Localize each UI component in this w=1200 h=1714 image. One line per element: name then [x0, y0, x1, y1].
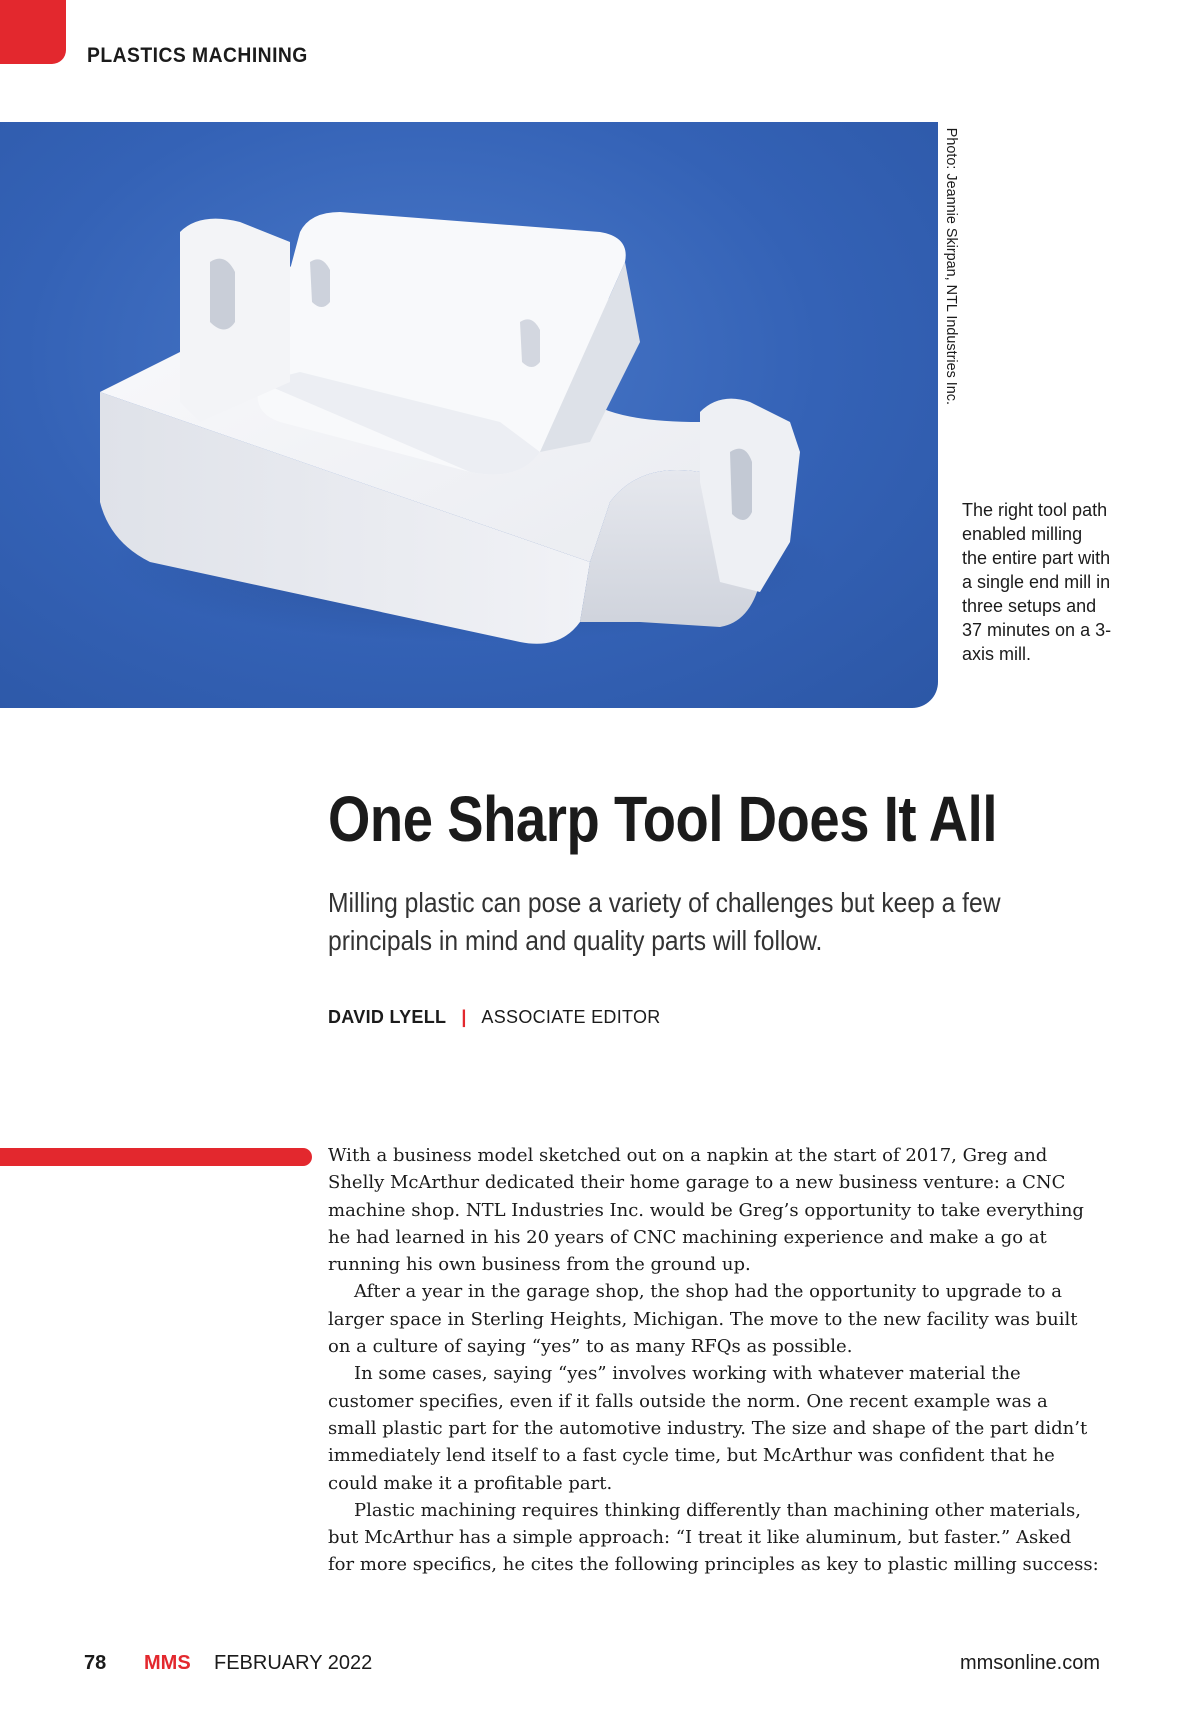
body-paragraph: With a business model sketched out on a napkin at the start of 2017, Greg and Shelly McArthur dedicated their home garage to a new business venture: a CNC machine shop. NTL Industries Inc. would be Greg’s opportunity to take everything he had learned in his 20 years of CNC machining experience and make a go at running his own business from the ground up. — [328, 1145, 1084, 1276]
white-plastic-part-illustration — [0, 122, 938, 708]
issue-date: FEBRUARY 2022 — [214, 1652, 373, 1674]
byline — [328, 1007, 661, 1028]
page-footer — [84, 1652, 1100, 1682]
website-link[interactable]: mmsonline.com — [959, 1652, 1100, 1674]
photo-credit — [943, 122, 967, 442]
article-body — [328, 1142, 1100, 1579]
section-label: PLASTICS MACHINING — [87, 44, 308, 67]
article-title: One Sharp Tool Does It All — [328, 783, 998, 855]
accent-rule — [0, 1148, 312, 1166]
photo-credit-text: Photo: Jeannie Skirpan, NTL Industries Inc. — [943, 127, 960, 405]
photo-caption: The right tool path enabled milling the entire part with a single end mill in three setups and 37 minutes on a 3-axis mill. — [962, 500, 1112, 664]
part-photo — [0, 122, 938, 708]
section-tab-marker — [0, 0, 66, 64]
magazine-brand: MMS — [144, 1652, 191, 1674]
byline-separator: | — [461, 1007, 467, 1027]
body-paragraph: After a year in the garage shop, the shop had the opportunity to upgrade to a larger space in Sterling Heights, Michigan. The move to the new facility was built on a culture of saying “yes” to as many RFQs as possible. — [328, 1281, 1078, 1358]
page-number: 78 — [84, 1652, 107, 1674]
article-deck: Milling plastic can pose a variety of challenges but keep a few principals in mind and quality parts will follow. — [328, 887, 1001, 956]
author-role: ASSOCIATE EDITOR — [481, 1007, 661, 1027]
body-paragraph: Plastic machining requires thinking differently than machining other materials, but McArthur has a simple approach: “I treat it like aluminum, but faster.” Asked for more specifics, he cites the following principles as key to plastic milling success: — [328, 1499, 1099, 1576]
body-paragraph: In some cases, saying “yes” involves working with whatever material the customer specifies, even if it falls outside the norm. One recent example was a small plastic part for the automotive industry. The size and shape of the part didn’t immediately lend itself to a fast cycle time, but McArthur was confident that he could make it a profitable part. — [328, 1363, 1088, 1494]
author-name: DAVID LYELL — [328, 1007, 447, 1027]
